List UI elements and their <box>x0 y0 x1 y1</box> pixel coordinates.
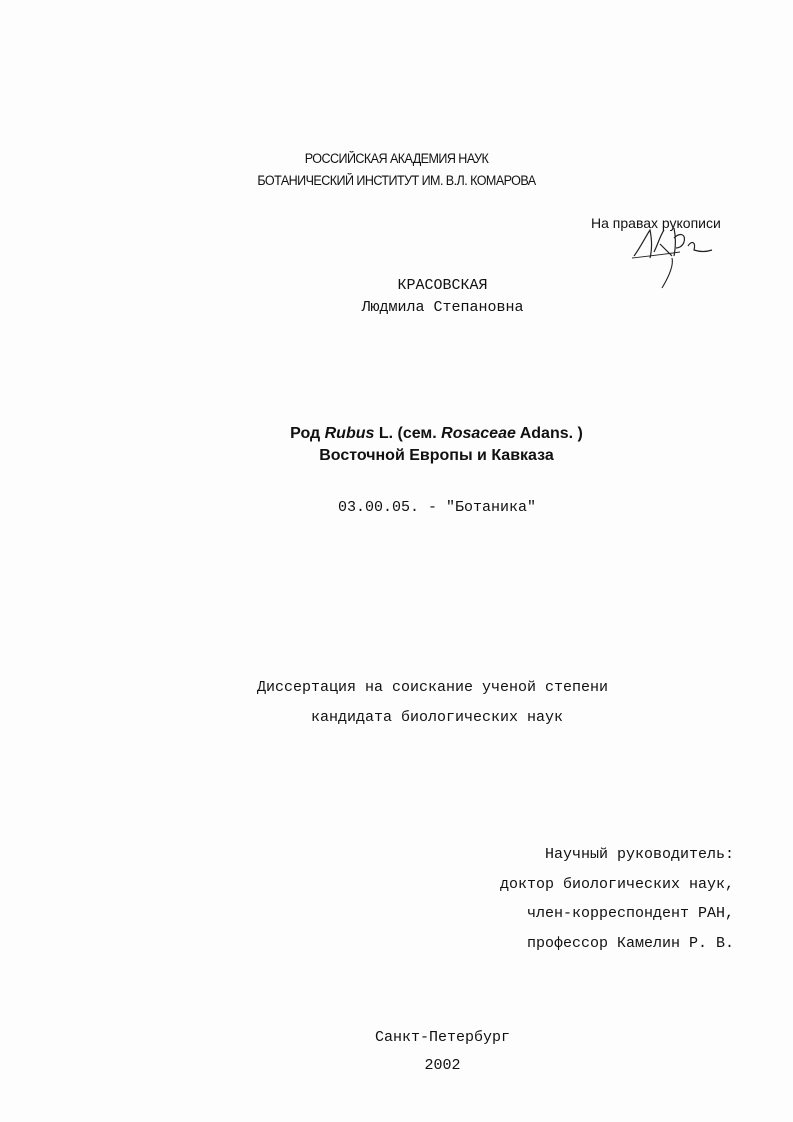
supervisor-degree: доктор биологических наук, <box>499 876 734 893</box>
author-given-names: Людмила Степановна <box>361 299 524 316</box>
title-genus-author: L. (сем. <box>374 425 442 442</box>
city: Санкт-Петербург <box>374 1029 511 1046</box>
supervisor-membership: член-корреспондент РАН, <box>526 905 734 922</box>
supervisor-name: профессор Камелин Р. В. <box>526 935 734 952</box>
specialty-code: 03.00.05. - "Ботаника" <box>338 499 537 516</box>
degree-line2: кандидата биологических наук <box>311 709 564 726</box>
dissertation-title-line2: Восточной Европы и Кавказа <box>319 447 554 464</box>
manuscript-note: На правах рукописи <box>591 215 721 231</box>
title-prefix: Род <box>290 425 325 442</box>
dissertation-title-line1 <box>40 425 793 443</box>
academy-name: РОССИЙСКАЯ АКАДЕМИЯ НАУК <box>304 151 489 166</box>
title-family: Rosaceae <box>441 425 516 442</box>
author-surname: КРАСОВСКАЯ <box>397 277 488 294</box>
institute-name: БОТАНИЧЕСКИЙ ИНСТИТУТ ИМ. В.Л. КОМАРОВА <box>257 173 536 188</box>
title-genus: Rubus <box>324 425 375 442</box>
year: 2002 <box>424 1057 461 1074</box>
title-family-author: Adans. ) <box>515 425 583 442</box>
supervisor-heading: Научный руководитель: <box>544 846 734 863</box>
degree-line1: Диссертация на соискание ученой степени <box>257 679 609 696</box>
